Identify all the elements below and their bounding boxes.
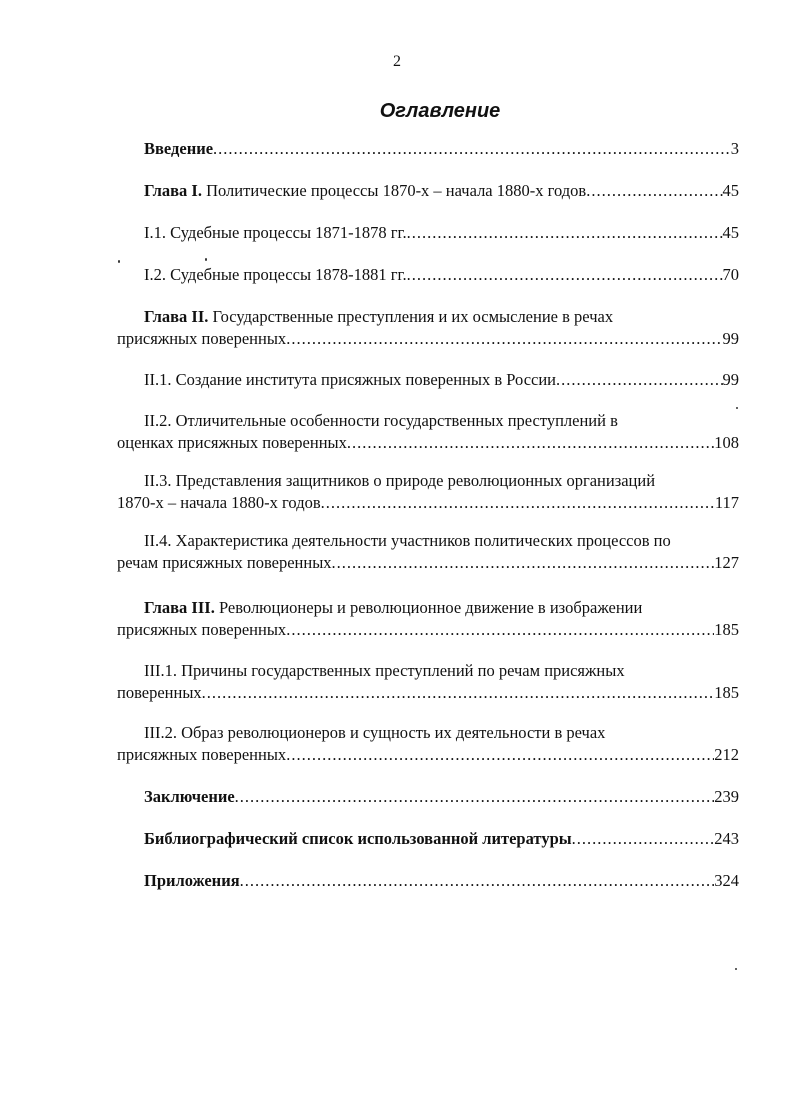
dot-leader — [240, 870, 715, 892]
entry-label-continuation: 1870-х – начала 1880-х годов — [117, 493, 321, 512]
entry-label-text: I.1. Судебные процессы 1871-1878 гг. — [144, 223, 407, 242]
entry-page-number: 45 — [722, 223, 739, 242]
entry-label-continuation: поверенных — [117, 683, 202, 702]
dot-leader — [202, 682, 715, 704]
entry-label-continuation: присяжных поверенных — [117, 745, 287, 764]
entry-page-number: 239 — [714, 787, 739, 806]
entry-label-text: II.3. Представления защитников о природе революционных организаций — [144, 471, 656, 490]
toc-entry-introduction[interactable] — [117, 138, 739, 160]
dot-leader — [407, 222, 723, 244]
entry-page-number: 212 — [714, 745, 739, 764]
toc-entry-section-2-3[interactable] — [117, 470, 739, 514]
entry-label-text: Революционеры и революционное движение в изображении — [214, 598, 643, 617]
scan-speck — [736, 407, 738, 409]
entry-label-text: I.2. Судебные процессы 1878-1881 гг. — [144, 265, 407, 284]
entry-label-continuation: присяжных поверенных — [117, 329, 287, 348]
entry-page-number: 127 — [714, 553, 739, 572]
entry-page-number: 185 — [714, 620, 739, 639]
entry-page-number: 108 — [714, 433, 739, 452]
scan-speck — [735, 968, 737, 970]
entry-label-bold: Приложения — [144, 871, 240, 890]
toc-entry-section-1-1[interactable] — [117, 222, 739, 244]
entry-label-text: II.4. Характеристика деятельности участников политических процессов по — [144, 531, 671, 550]
entry-label-continuation: речам присяжных поверенных — [117, 553, 332, 572]
entry-label-bold: Введение — [144, 139, 214, 158]
page-number: 2 — [393, 53, 401, 70]
toc-entry-section-1-2[interactable] — [117, 264, 739, 286]
entry-page-number: 243 — [714, 829, 739, 848]
entry-page-number: 185 — [714, 683, 739, 702]
entry-label-bold: Глава II. — [144, 307, 209, 326]
toc-entry-bibliography[interactable] — [117, 828, 739, 850]
dot-leader — [332, 552, 715, 574]
toc-entry-conclusion[interactable] — [117, 786, 739, 808]
dot-leader — [286, 619, 714, 641]
toc-entry-section-2-1[interactable] — [117, 369, 739, 391]
toc-entry-chapter-1[interactable] — [117, 180, 739, 202]
entry-page-number: 324 — [714, 871, 739, 890]
toc-entry-section-2-4[interactable] — [117, 530, 739, 574]
entry-page-number: 117 — [714, 493, 739, 512]
entry-page-number: 70 — [722, 265, 739, 284]
entry-page-number: 45 — [722, 181, 739, 200]
dot-leader — [586, 180, 722, 202]
entry-label-text: Политические процессы 1870-х – начала 1880-х годов — [201, 181, 587, 200]
entry-label-text: III.1. Причины государственных преступлений по речам присяжных — [144, 661, 625, 680]
entry-label-text: III.2. Образ революционеров и сущность их деятельности в речах — [144, 723, 606, 742]
dot-leader — [572, 828, 715, 850]
dot-leader — [407, 264, 723, 286]
entry-label-text: II.2. Отличительные особенности государственных преступлений в — [144, 411, 618, 430]
entry-label-bold: Заключение — [144, 787, 235, 806]
scan-speck — [118, 260, 120, 263]
toc-title: Оглавление — [379, 100, 501, 122]
entry-label-text: Государственные преступления и их осмысление в речах — [208, 307, 614, 326]
dot-leader — [286, 328, 722, 350]
toc-entry-section-3-1[interactable] — [117, 660, 739, 704]
dot-leader — [347, 432, 714, 454]
entry-page-number: 99 — [722, 370, 739, 389]
entry-label-bold: Глава I. — [144, 181, 202, 200]
entry-label-continuation: присяжных поверенных — [117, 620, 287, 639]
toc-entry-section-2-2[interactable] — [117, 410, 739, 454]
dot-leader — [213, 138, 731, 160]
toc-entry-chapter-2[interactable] — [117, 306, 739, 350]
toc-entry-chapter-3[interactable] — [117, 597, 739, 641]
scan-speck — [205, 258, 207, 261]
dot-leader — [286, 744, 714, 766]
entry-label-bold: Глава III. — [144, 598, 215, 617]
entry-label-text: II.1. Создание института присяжных поверенных в России — [144, 370, 557, 389]
entry-label-continuation: оценках присяжных поверенных — [117, 433, 347, 452]
dot-leader — [556, 369, 722, 391]
entry-page-number: 99 — [722, 329, 739, 348]
dot-leader — [235, 786, 715, 808]
entry-page-number: 3 — [730, 139, 739, 158]
toc-entry-section-3-2[interactable] — [117, 722, 739, 766]
entry-label-bold: Библиографический список использованной литературы — [144, 829, 572, 848]
dot-leader — [321, 492, 715, 514]
toc-entry-appendices[interactable] — [117, 870, 739, 892]
